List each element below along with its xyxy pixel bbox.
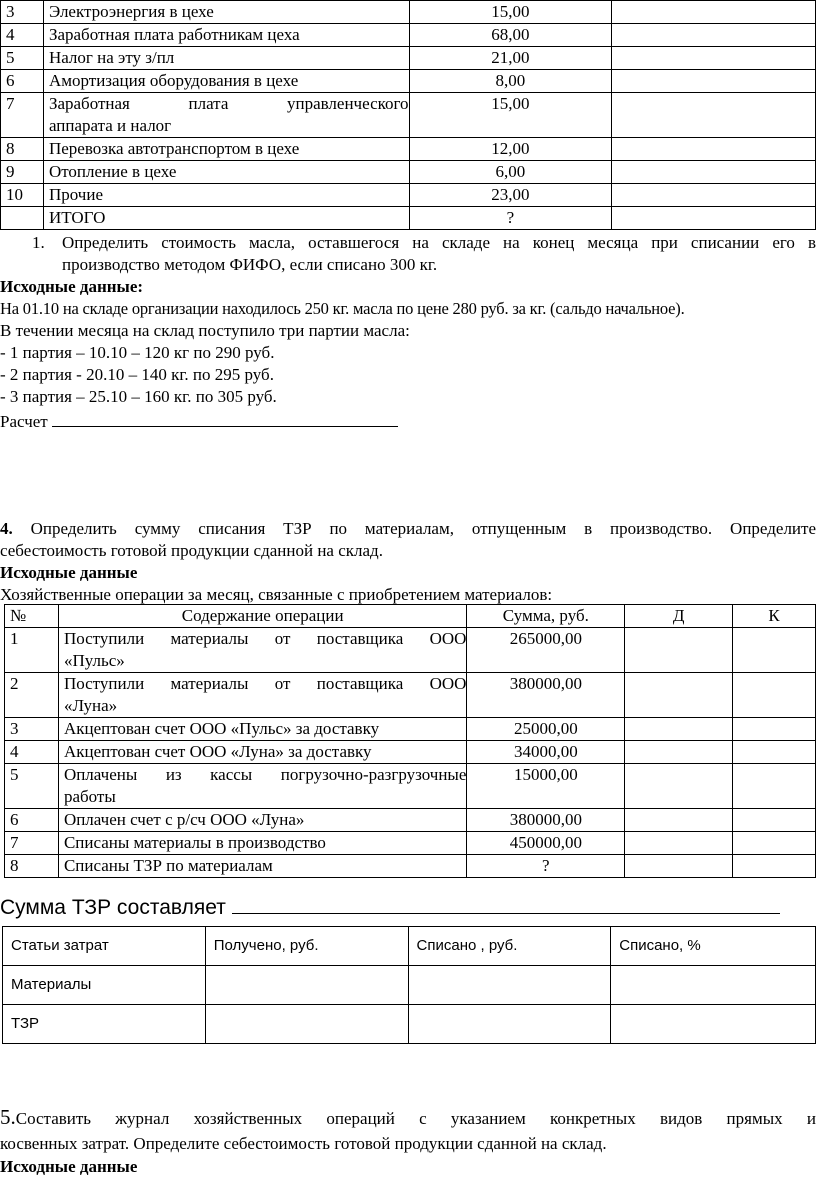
- operation-content: [58, 628, 466, 673]
- tzr-sum-label: Сумма ТЗР составляет: [0, 896, 226, 919]
- task5-line1: [0, 1106, 816, 1130]
- table-row: [3, 966, 816, 1005]
- row-number: 9: [1, 161, 44, 184]
- table-row: [1, 24, 816, 47]
- initial-data-heading: Исходные данные: [0, 1157, 138, 1176]
- task4-line1: [0, 518, 816, 540]
- row-number: 5: [1, 47, 44, 70]
- batch-1: - 1 партия – 10.10 – 120 кг по 290 руб.: [0, 343, 275, 362]
- operation-sum: 450000,00: [467, 832, 625, 855]
- operation-line1: Оплачены из кассы погрузочно-разгрузочные: [63, 765, 467, 784]
- header-num: №: [5, 605, 59, 628]
- task4-line2: себестоимость готовой продукции сданной на склад.: [0, 541, 383, 560]
- received-cell[interactable]: [205, 966, 408, 1005]
- header-credit: К: [733, 605, 816, 628]
- batches-intro: В течении месяца на склад поступило три партии масла:: [0, 321, 410, 340]
- task-number: 4.: [0, 519, 13, 538]
- cost-item-value: ?: [409, 207, 612, 230]
- header-debit: Д: [625, 605, 733, 628]
- empty-cell: [612, 24, 816, 47]
- header-sum: Сумма, руб.: [467, 605, 625, 628]
- header-written-off: Списано , руб.: [408, 927, 611, 966]
- task-text: Определить сумму списания ТЗР по материалам, отпущенным в производство. Определите: [30, 519, 816, 538]
- debit-cell[interactable]: [625, 764, 733, 809]
- cost-item-value: 8,00: [409, 70, 612, 93]
- row-number: 3: [5, 718, 59, 741]
- credit-cell[interactable]: [733, 855, 816, 878]
- header-written-off-pct: Списано, %: [611, 927, 816, 966]
- written-off-cell[interactable]: [408, 1005, 611, 1044]
- operation-content: [58, 673, 466, 718]
- cost-item-name: Заработная плата работникам цеха: [43, 24, 409, 47]
- batch-3: - 3 партия – 25.10 – 160 кг. по 305 руб.: [0, 387, 277, 406]
- credit-cell[interactable]: [733, 832, 816, 855]
- written-off-pct-cell[interactable]: [611, 1005, 816, 1044]
- empty-cell: [612, 207, 816, 230]
- received-cell[interactable]: [205, 1005, 408, 1044]
- debit-cell[interactable]: [625, 855, 733, 878]
- cost-item-name: Перевозка автотранспортом в цехе: [43, 138, 409, 161]
- task-text: Составить журнал хозяйственных операций с указанием конкретных видов прямых и: [15, 1109, 816, 1128]
- task-number: 5.: [0, 1105, 16, 1129]
- operation-sum: 15000,00: [467, 764, 625, 809]
- row-number: 6: [5, 809, 59, 832]
- table-row: [1, 184, 816, 207]
- credit-cell[interactable]: [733, 809, 816, 832]
- initial-balance-text: На 01.10 на складе организации находилось 250 кг. масла по цене 280 руб. за кг. (сальдо начальное).: [0, 299, 685, 318]
- header-cost-items: Статьи затрат: [3, 927, 206, 966]
- table-row: [5, 628, 816, 673]
- task-text: Определить стоимость масла, оставшегося на складе на конец месяца при списании его в: [62, 233, 816, 252]
- batch-2: - 2 партия - 20.10 – 140 кг. по 295 руб.: [0, 365, 274, 384]
- row-number: 4: [5, 741, 59, 764]
- tzr-sum-line: [0, 891, 780, 922]
- debit-cell[interactable]: [625, 809, 733, 832]
- table-row: [5, 855, 816, 878]
- operations-table: [4, 604, 816, 878]
- task5-line2: косвенных затрат. Определите себестоимость готовой продукции сданной на склад.: [0, 1134, 607, 1153]
- operation-line2: «Пульс»: [63, 651, 125, 670]
- empty-cell: [612, 47, 816, 70]
- cost-item-value: 15,00: [409, 1, 612, 24]
- cost-item-value: 68,00: [409, 24, 612, 47]
- debit-cell[interactable]: [625, 673, 733, 718]
- row-number: 5: [5, 764, 59, 809]
- operation-sum: ?: [467, 855, 625, 878]
- row-number: 7: [1, 93, 44, 138]
- cost-item-name: ИТОГО: [43, 207, 409, 230]
- debit-cell[interactable]: [625, 718, 733, 741]
- row-number: 6: [1, 70, 44, 93]
- cost-item-name: Электроэнергия в цехе: [43, 1, 409, 24]
- operation-content: Оплачен счет с р/сч ООО «Луна»: [58, 809, 466, 832]
- empty-cell: [612, 70, 816, 93]
- table-row: [5, 718, 816, 741]
- row-number: [1, 207, 44, 230]
- table-row: [1, 93, 816, 138]
- row-number: 7: [5, 832, 59, 855]
- operation-content: [58, 764, 466, 809]
- empty-cell: [612, 1, 816, 24]
- table-row: [5, 809, 816, 832]
- calculation-blank[interactable]: [52, 408, 398, 427]
- written-off-cell[interactable]: [408, 966, 611, 1005]
- debit-cell[interactable]: [625, 741, 733, 764]
- tzr-calc-table: [2, 926, 816, 1044]
- task-fifo-line2: производство методом ФИФО, если списано 300 кг.: [62, 255, 438, 274]
- operation-line2: «Луна»: [63, 696, 118, 715]
- table-row: [3, 1005, 816, 1044]
- cost-item-name: [43, 93, 409, 138]
- cost-item-name: Налог на эту з/пл: [43, 47, 409, 70]
- cost-item-name: Отопление в цехе: [43, 161, 409, 184]
- operation-sum: 34000,00: [467, 741, 625, 764]
- row-number: 3: [1, 1, 44, 24]
- empty-cell: [612, 184, 816, 207]
- table-row: [1, 207, 816, 230]
- header-received: Получено, руб.: [205, 927, 408, 966]
- list-number: 1.: [32, 233, 45, 252]
- written-off-pct-cell[interactable]: [611, 966, 816, 1005]
- row-number: 2: [5, 673, 59, 718]
- cost-item-name-line1: Заработная плата управленческого: [48, 94, 409, 113]
- table-row: [1, 138, 816, 161]
- operation-content: Списаны материалы в производство: [58, 832, 466, 855]
- cost-item-value: 23,00: [409, 184, 612, 207]
- cost-item-name: Амортизация оборудования в цехе: [43, 70, 409, 93]
- table-row: [5, 673, 816, 718]
- empty-cell: [612, 93, 816, 138]
- operation-content: Акцептован счет ООО «Луна» за доставку: [58, 741, 466, 764]
- operation-line1: Поступили материалы от поставщика ООО: [63, 674, 467, 693]
- empty-cell: [612, 138, 816, 161]
- row-number: 8: [5, 855, 59, 878]
- initial-data-heading: Исходные данные: [0, 563, 138, 582]
- credit-cell[interactable]: [733, 628, 816, 673]
- operation-content: Акцептован счет ООО «Пульс» за доставку: [58, 718, 466, 741]
- credit-cell[interactable]: [733, 741, 816, 764]
- table-row: [1, 1, 816, 24]
- operation-sum: 265000,00: [467, 628, 625, 673]
- operation-content: Списаны ТЗР по материалам: [58, 855, 466, 878]
- empty-cell: [612, 161, 816, 184]
- table-row: [5, 832, 816, 855]
- cost-item-name: Прочие: [43, 184, 409, 207]
- operation-sum: 380000,00: [467, 673, 625, 718]
- table-header-row: [5, 605, 816, 628]
- cost-items-table: [0, 0, 816, 230]
- operation-sum: 380000,00: [467, 809, 625, 832]
- cost-item-value: 12,00: [409, 138, 612, 161]
- debit-cell[interactable]: [625, 832, 733, 855]
- row-number: 10: [1, 184, 44, 207]
- calculation-line: [0, 408, 816, 433]
- initial-data-heading: Исходные данные:: [0, 277, 144, 296]
- table-row: [1, 70, 816, 93]
- credit-cell[interactable]: [733, 764, 816, 809]
- header-content: Содержание операции: [58, 605, 466, 628]
- table-row: [1, 47, 816, 70]
- cost-item-name-line2: аппарата и налог: [48, 116, 172, 135]
- operation-line2: работы: [63, 787, 116, 806]
- operation-sum: 25000,00: [467, 718, 625, 741]
- credit-cell[interactable]: [733, 673, 816, 718]
- debit-cell[interactable]: [625, 628, 733, 673]
- row-number: 8: [1, 138, 44, 161]
- table-row: [5, 741, 816, 764]
- table-row: [1, 161, 816, 184]
- row-number: 4: [1, 24, 44, 47]
- cost-item-value: 15,00: [409, 93, 612, 138]
- operations-intro: Хозяйственные операции за месяц, связанные с приобретением материалов:: [0, 585, 553, 604]
- credit-cell[interactable]: [733, 718, 816, 741]
- table-row: [5, 764, 816, 809]
- calculation-label: Расчет: [0, 412, 48, 431]
- row-label: ТЗР: [3, 1005, 206, 1044]
- cost-item-value: 21,00: [409, 47, 612, 70]
- tzr-sum-blank[interactable]: [232, 891, 780, 914]
- row-number: 1: [5, 628, 59, 673]
- row-label: Материалы: [3, 966, 206, 1005]
- operation-line1: Поступили материалы от поставщика ООО: [63, 629, 467, 648]
- table-header-row: [3, 927, 816, 966]
- cost-item-value: 6,00: [409, 161, 612, 184]
